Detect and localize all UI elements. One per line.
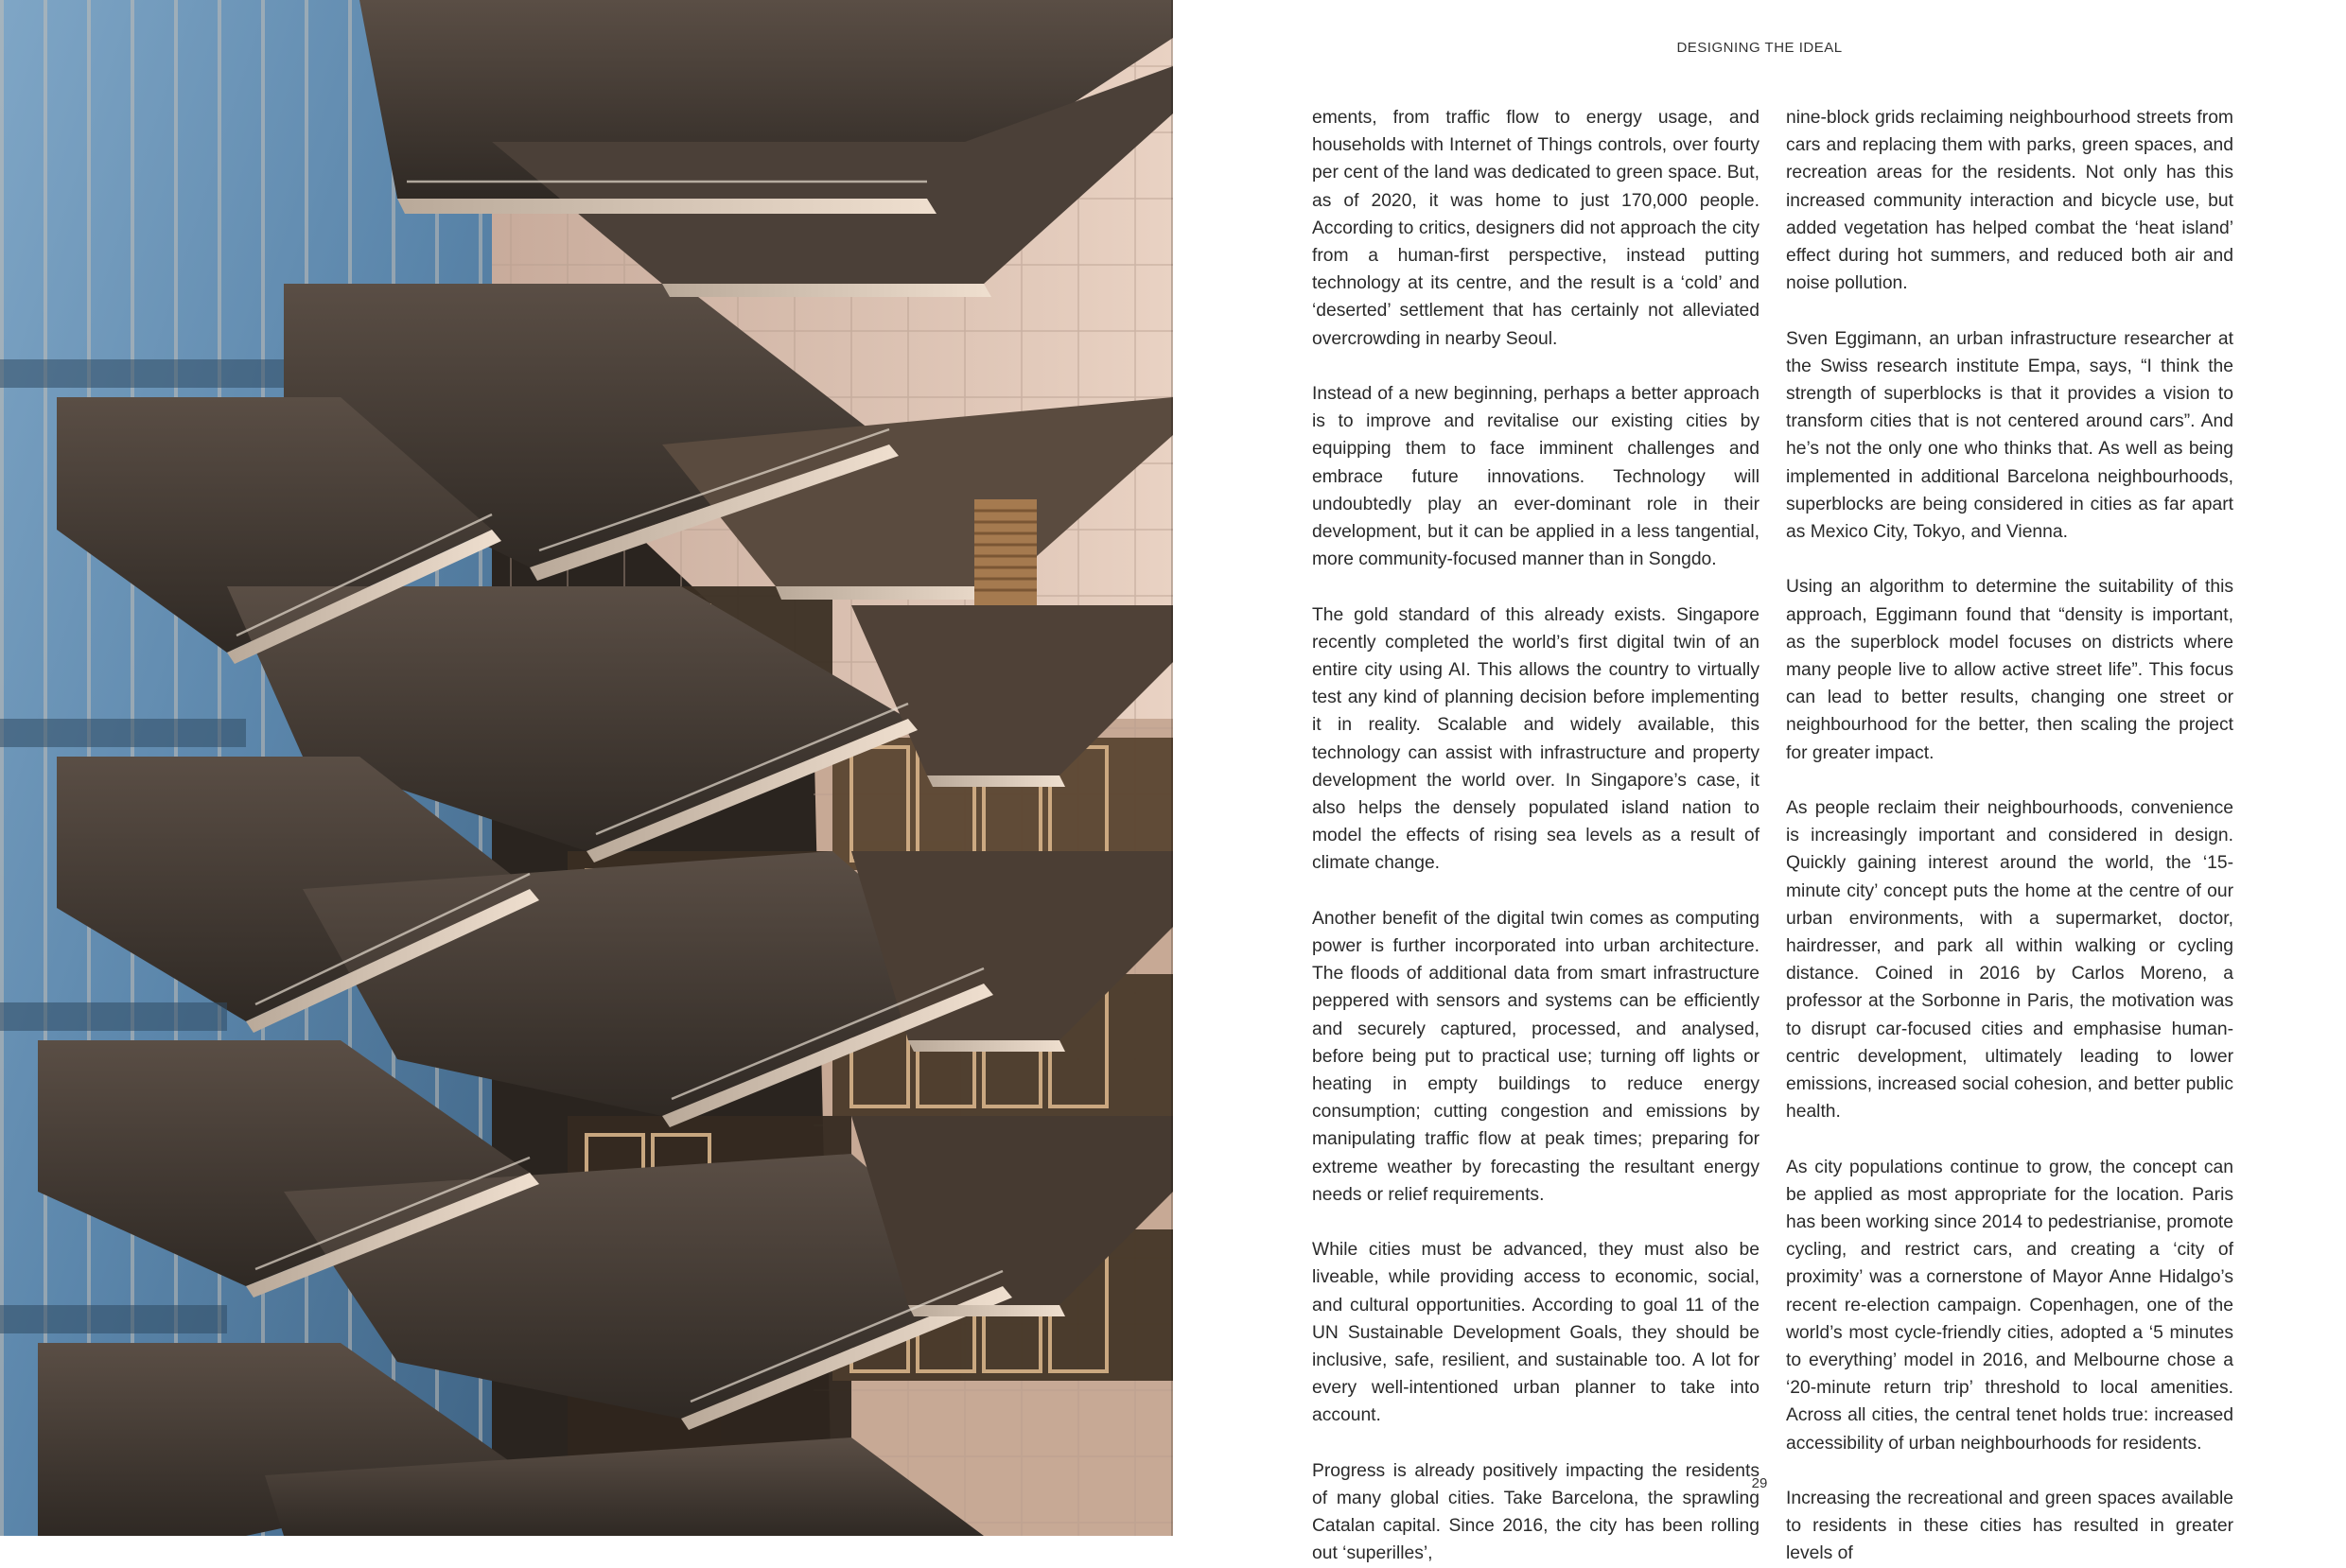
page-number: 29	[1751, 1475, 1768, 1491]
paragraph: As city populations continue to grow, the concept can be applied as most appropriate for the location. Paris has been working since 2014 to pedestrianise, promote cycling, and restrict cars, and creating a ‘city of proximity’ was a cornerstone of Mayor Anne Hidalgo’s recent re-election campaign. Copenhagen, one of the world’s most cycle-friendly cities, adopted a ‘5 minutes to everything’ model in 2016, and Melbourne chose a ‘20-minute return trip’ threshold to local amenities. Across all cities, the central tenet holds true: increased accessibility of urban neighbourhoods for residents.	[1786, 1157, 2233, 1454]
building-photo	[0, 0, 1173, 1536]
paragraph: Instead of a new beginning, perhaps a better approach is to improve and revitalise our existing cities by equipping them to face imminent challenges and embrace future innovations. Technology will undoubtedly play an ever-dominant role in their development, but it can be applied in a less tangential, more community-focused manner than in Songdo.	[1312, 384, 1760, 570]
paragraph: Sven Eggimann, an urban infrastructure researcher at the Swiss research institute Empa, says, “I think the strength of superblocks is that it provides a vision to transform cities that is not centered around cars”. And he’s not the only one who thinks that. As well as being implemented in additional Barcelona neighbourhoods, superblocks are being considered in cities as far apart as Mexico City, Tokyo, and Vienna.	[1786, 328, 2233, 543]
text-page	[1173, 0, 2346, 1564]
running-head: DESIGNING THE IDEAL	[1676, 40, 1843, 56]
paragraph: nine-block grids reclaiming neighbourhood streets from cars and replacing them with parks, green spaces, and recreation areas for the residents. Not only has this increased community interaction and bicycle use, but added vegetation has helped combat the ‘heat island’ effect during hot summers, and reduced both air and noise pollution.	[1786, 108, 2233, 294]
paragraph: As people reclaim their neighbourhoods, convenience is increasingly important and considered in design. Quickly gaining interest around the world, the ‘15-minute city’ concept puts the home at the centre of our urban environments, with a supermarket, doctor, hairdresser, and park all within walking or cycling distance. Coined in 2016 by Carlos Moreno, a professor at the Sorbonne in Paris, the motivation was to disrupt car-focused cities and emphasise human-centric development, ultimately leading to lower emissions, increased social cohesion, and better public health.	[1786, 798, 2233, 1123]
paragraph: Increasing the recreational and green spaces available to residents in these cities has resulted in greater levels of	[1786, 1489, 2233, 1564]
paragraph: Using an algorithm to determine the suitability of this approach, Eggimann found that “density is important, as the superblock model focuses on districts where many people live to allow active street life”. This focus can lead to better results, changing one street or neighbourhood for the better, then scaling the project for greater impact.	[1786, 577, 2233, 763]
building-photo-illustration	[0, 0, 1173, 1536]
text-column-right	[1786, 104, 2233, 1568]
paragraph: Progress is already positively impacting the residents of many global cities. Take Barcelona, the sprawling Catalan capital. Since 2016, the city has been rolling out ‘superilles’,	[1312, 1460, 1760, 1564]
paragraph: The gold standard of this already exists. Singapore recently completed the world’s first digital twin of an entire city using AI. This allows the country to virtually test any kind of planning decision before implementing it in reality. Scalable and widely available, this technology can assist with infrastructure and property development the world over. In Singapore’s case, it also helps the densely populated island nation to model the effects of rising sea levels as a result of climate change.	[1312, 604, 1760, 874]
text-column-left	[1312, 104, 1760, 1568]
paragraph: While cities must be advanced, they must also be liveable, while providing access to economic, social, and cultural opportunities. According to goal 11 of the UN Sustainable Development Goals, they should be inclusive, safe, resilient, and sustainable too. A lot for every well-intentioned urban planner to take into account.	[1312, 1240, 1760, 1426]
paragraph: ements, from traffic flow to energy usage, and households with Internet of Things controls, over fourty per cent of the land was dedicated to green space. But, as of 2020, it was home to just 170,000 people. According to critics, designers did not approach the city from a human-first perspective, instead putting technology at its centre, and the result is a ‘cold’ and ‘deserted’ settlement that has certainly not alleviated overcrowding in nearby Seoul.	[1312, 108, 1760, 349]
paragraph: Another benefit of the digital twin comes as computing power is further incorporated into urban architecture. The floods of additional data from smart infrastructure peppered with sensors and systems can be efficiently and securely captured, processed, and analysed, before being put to practical use; turning off lights or heating in empty buildings to reduce energy consumption; cutting congestion and emissions by manipulating traffic flow at peak times; preparing for extreme weather by forecasting the resultant energy needs or relief requirements.	[1312, 908, 1760, 1205]
